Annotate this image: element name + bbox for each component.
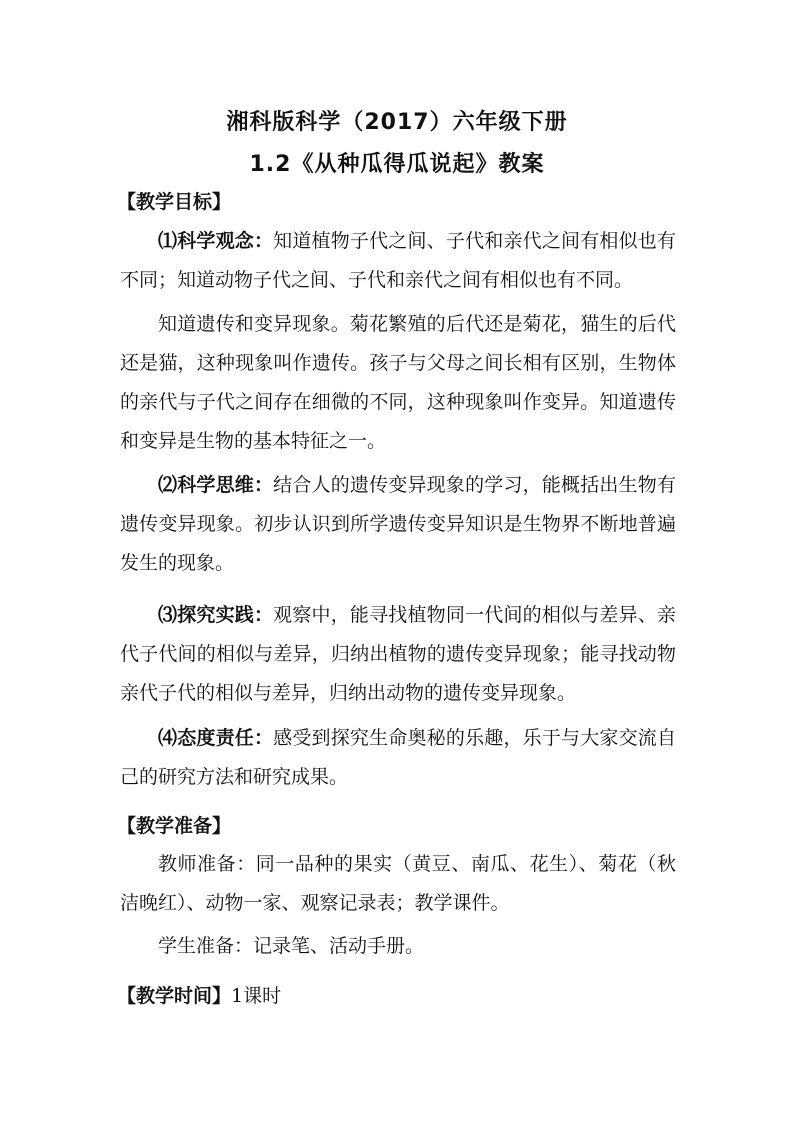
goal-2-label: ⑵科学思维： bbox=[158, 474, 274, 496]
goal-1-label: ⑴科学观念： bbox=[158, 230, 274, 252]
goal-3-paragraph bbox=[120, 596, 676, 713]
goal-1-text: 知道植物子代之间、子代和亲代之间有相似也有不同；知道动物子代之间、子代和亲代之间有相似也有不同。 bbox=[120, 230, 676, 291]
student-preparation: 学生准备：记录笔、活动手册。 bbox=[158, 935, 425, 957]
section-heading-time: 【教学时间】 bbox=[117, 985, 232, 1007]
goal-3-text: 观察中，能寻找植物同一代间的相似与差异、亲代子代间的相似与差异，归纳出植物的遗传变异现象；能寻找动物亲代子代的相似与差异，归纳出动物的遗传变异现象。 bbox=[120, 604, 676, 704]
lesson-title: 1.2《从种瓜得瓜说起》教案 bbox=[249, 152, 545, 177]
goal-2-paragraph bbox=[120, 466, 676, 583]
section-heading-goals: 【教学目标】 bbox=[117, 191, 232, 213]
goal-4-paragraph bbox=[120, 719, 676, 797]
goal-4-text: 感受到探究生命奥秘的乐趣，乐于与大家交流自己的研究方法和研究成果。 bbox=[120, 727, 676, 788]
goal-1-extra-paragraph: 知道遗传和变异现象。菊花繁殖的后代还是菊花，猫生的后代还是猫，这种现象叫作遗传。孩子与父母之间长相有区别，生物体的亲代与子代之间存在细微的不同，这种现象叫作变异。知道遗传和变异是生物的基本特征之一。 bbox=[120, 313, 676, 452]
teaching-time-value: 1课时 bbox=[231, 985, 282, 1007]
teaching-time-row bbox=[117, 981, 281, 1008]
goal-1-paragraph bbox=[120, 222, 676, 300]
teacher-preparation: 教师准备：同一品种的果实（黄豆、南瓜、花生）、菊花（秋洁晚红）、动物一家、观察记录表；教学课件。 bbox=[120, 853, 676, 914]
goal-3-label: ⑶探究实践： bbox=[158, 604, 274, 626]
goal-4-label: ⑷态度责任： bbox=[158, 727, 274, 749]
document-title: 湘科版科学（2017）六年级下册 bbox=[226, 110, 568, 135]
section-heading-preparation: 【教学准备】 bbox=[117, 815, 232, 837]
goal-2-text: 结合人的遗传变异现象的学习，能概括出生物有遗传变异现象。初步认识到所学遗传变异知识是生物界不断地普遍发生的现象。 bbox=[120, 474, 676, 574]
